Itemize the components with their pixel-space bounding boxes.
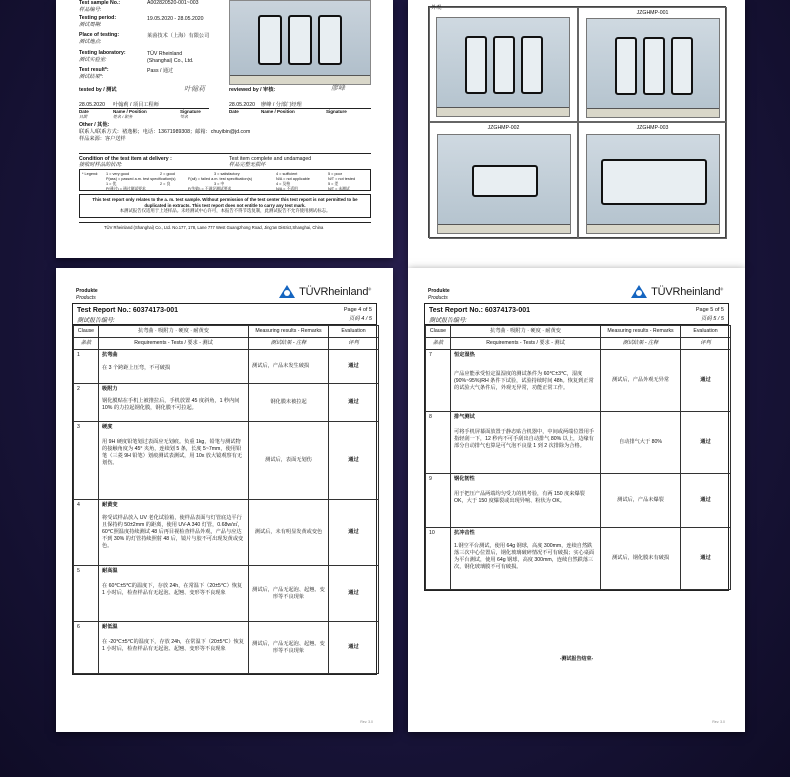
col-evaluation-cn: 评判 [329,338,379,350]
value: A002820520-001~003 [147,0,199,6]
products-label: Products [428,294,448,301]
value: Pass / 通过 [147,68,174,74]
row-name: 抗冲击性 [454,530,475,537]
condition-value: Test item complete and undamaged [229,156,312,162]
row-eval: 通过 [329,500,379,566]
photo-cell-001 [578,7,727,122]
row-eval: 通过 [329,384,379,422]
row-name: 硬度 [102,424,113,431]
row-no: 7 [426,350,451,412]
photo-overview [436,17,570,117]
legend-fail: F(ail) = failed a.m. test specification(s) [188,177,253,181]
legend-2: 2 = good [160,172,175,176]
value-2: (Shanghai) Co., Ltd. [147,57,194,64]
label-cn: 样品编号: [79,6,102,13]
legend-5: 5 = poor [328,172,343,176]
phone-film-3 [318,15,342,65]
table-row [74,500,379,566]
tested-by-label: tested by / 测试 [79,87,117,93]
legend-1: 1 = very good [106,172,130,176]
tested-date: 28.05.2020 [79,102,105,108]
photo-cell-003 [578,122,727,239]
row-desc: 在 60℃±5℃的温度下，存放 24h，在常温下（20±5℃）恢复 1 小时后，检查样品有无起泡、起翘、变形等不良现象 [102,583,243,597]
row-eval: 通过 [681,528,731,590]
row-eval: 通过 [329,350,379,384]
label: Test result*: [79,67,109,73]
photo-cell-left-top [429,7,578,122]
row-no: 1 [74,350,99,384]
row-name: 耐黄变 [102,502,118,509]
table-row [426,412,731,474]
legend-4: 4 = sufficient [276,172,298,176]
legend-cn-5: 5 = 差 [328,182,339,186]
legend-box [79,169,371,191]
table-row [74,566,379,622]
name-col-label-cn: 姓名 / 职务 [113,114,133,119]
row-result: 测试后，产品未爆裂 [601,474,681,528]
report-header [425,304,728,325]
film-a [465,36,487,94]
row-result: 测试后，产品外观无异常 [601,350,681,412]
col-title: 抗弯曲 · 吸附力 · 硬度 · 耐黄变 [99,326,249,338]
row-name: 耐高温 [102,568,118,575]
legend-cn-2: 2 = 良 [160,182,171,186]
date-col-label-cn: 日期 [79,114,87,119]
film-a [615,37,637,95]
photo-label-003: JZGHMP-003 [636,125,669,131]
row-result: 测试后，未有明显发黄或变色 [249,500,329,566]
row-result: 测试后，产品无起泡、起翘、变形等不良现象 [249,566,329,622]
phone-film-1 [258,15,282,65]
page-footer: Rev. 3.0 [360,720,373,724]
report-page-5-of-5 [408,268,745,732]
ruler [437,107,569,116]
row-result: 测试后，产品未发生破损 [249,350,329,384]
page-number-cn: 页码 5 / 5 [700,316,724,322]
sample-photo [229,0,371,85]
products-label: Products [76,294,96,301]
label: Testing laboratory: [79,50,126,56]
film-b [493,36,515,94]
appearance-label: 外观 [431,5,442,11]
label-cn: 测试结果*: [79,73,104,80]
requirements-table [425,325,731,590]
tuv-logo: TÜVRheinland® [279,285,371,298]
col-requirements: Requirements - Tests / 要求 - 测试 [451,338,601,350]
signature-right: 廖峰 [331,84,345,92]
brand-text: TÜVRheinland [651,285,721,298]
legend-title: * Legend: [82,172,99,176]
col-evaluation: Evaluation [681,326,731,338]
photo-001 [586,18,720,118]
row-desc: 可将手机屏幕面放置于静态贴合机器中，中间或两端位置用手指轻刮一下，12 秒内不可手刮出自动排气 80% 以上，边缘有部分自动排气也算是可气泡不良量 1 到 2 次排除为合格。 [454,429,595,450]
ruler [230,75,370,84]
name-col-label-right: Name / Position [261,109,295,114]
row-desc: 1.钢空平台测试，使用 64g 钢球，高度 300mm，连续自然跌落三次中心位置后，钢化玻璃破碎情况不可有破损；实心桌面为平台测试，使用 64g 钢球，高度 300mm，连续自然跌落三次，钢化玻璃膜不可有破损。 [454,543,595,571]
row-result: 自动排气大于 80% [601,412,681,474]
legend-na: N/A = not applicable [276,177,310,181]
photo-002 [437,134,571,234]
photo-grid [428,6,726,238]
table-row [426,528,731,590]
table-row [74,384,379,422]
legend-cn-4: 4 = 及格 [276,182,291,186]
ruler [438,224,570,233]
tuv-logo: TÜVRheinland® [631,285,723,298]
film-b [643,37,665,95]
report-page-4-of-5 [56,268,393,732]
row-desc: 将受试样品放入 UV 老化试验箱，使样品表面与灯管底边平行且保持约 50±2mm 的距离，使用 UV-A 340 灯管，0.68w/㎡，60℃照温度持续测试 48 后再目视检查样品外观，产品与应达不到 30% 的灯管持续照射 48 后，镜片与胶不可出现发黄或变色。 [102,515,244,550]
value: 莱茵技术（上海）有限公司 [147,33,210,39]
photo-label-002: JZGHMP-002 [487,125,520,131]
other-contact: 联系人/联系方式：褚逸彬；电话：13671989308；邮箱：chuyibin@jd.com [79,129,251,135]
col-evaluation: Evaluation [329,326,379,338]
row-no: 5 [74,566,99,622]
row-desc: 钢化膜贴在手机上被推拉后，手机放置 45 度斜角，1 秒内间 10% 的力拉起钢化膜，钢化膜不可拉起。 [102,398,240,412]
disclaimer-box [79,194,371,218]
report-number-cn: 测试报告编号: [77,318,115,324]
report-table-box [424,303,729,591]
row-no: 10 [426,528,451,590]
table-row [74,622,379,674]
reviewed-name: 廖峰 / 分部门经理 [261,102,302,108]
legend-cn-1: 1 = 优 [106,182,117,186]
tuv-triangle-icon [279,285,295,298]
date-col-label-right: Date [229,109,239,114]
value: TÜV Rheinland [147,51,183,57]
reviewed-date: 28.05.2020 [229,102,255,108]
col-measuring-cn: 测试结果 - 注释 [601,338,681,350]
reviewed-by-label: reviewed by / 审核: [229,87,276,93]
table-row [74,350,379,384]
row-result: 测试后，钢化膜未有破损 [601,528,681,590]
table-row [426,350,731,412]
report-number: Test Report No.: 60374173-001 [429,307,531,314]
other-source: 样品来源：客户送样 [79,136,126,142]
table-row [74,422,379,500]
col-requirements: Requirements - Tests / 要求 - 测试 [99,338,249,350]
col-clause: Clause [426,326,451,338]
row-name: 抗弯曲 [102,352,118,359]
row-name: 排气测试 [454,414,475,421]
row-no: 3 [74,422,99,500]
row-eval: 通过 [681,350,731,412]
row-eval: 通过 [329,622,379,674]
col-measuring-cn: 测试结果 - 注释 [249,338,329,350]
report-page-2-photos [408,0,745,268]
value: 19.05.2020 - 28.05.2020 [147,16,204,22]
page-number-cn: 页码 4 / 5 [348,316,372,322]
col-measuring: Measuring results - Remarks [249,326,329,338]
lab-address: TÜV Rheinland (Shanghai) Co., Ltd. No.177, 178, Lane 777 West Guangzhong Road, Jing'an District,Shanghai, China [104,225,324,230]
row-no: 4 [74,500,99,566]
signature-col-label-cn: 签名 [180,114,188,119]
film-landscape-wide [601,159,707,205]
address-line [79,222,371,223]
sig-line-right [229,108,371,109]
row-desc: 用 9H 硬度铅笔划过表面应无划痕。负重 1kg，铅笔与测试物的接触角度为 45° 夹角，连续划 5 条，长度 5~7mm，使用铅笔（三菱 9H 铅笔）划痕测试表测试，用 10x 放大镜观察有无划伤。 [102,439,243,467]
report-end-marker: -测试报告结束- [559,656,594,662]
brand-text: TÜVRheinland [299,285,369,298]
condition-value-cn: 样品完整无损坏 [229,162,266,168]
disclaimer-text: This test report only relates to the a. m. test sample. Without permission of the test center this test report is not permitted to be duplicated in extracts. This test report does not entitle to carry any test mark. [92,197,358,208]
report-header [73,304,376,325]
row-no: 6 [74,622,99,674]
row-result: 钢化膜未被拉起 [249,384,329,422]
page-number: Page 4 of 5 [343,307,372,313]
label: Test sample No.: [79,0,121,6]
produkte-label: Produkte [76,288,98,294]
label-cn: 测试地点: [79,38,102,45]
col-title: 抗弯曲 · 吸附力 · 硬度 · 耐黄变 [451,326,601,338]
col-clause-cn: 条款 [426,338,451,350]
row-name: 耐低温 [102,624,118,631]
condition-top-line [79,153,371,154]
legend-cn-3: 3 = 中 [214,182,225,186]
report-page-1 [56,0,393,258]
row-name: 钢化韧性 [454,476,475,483]
report-table-box [72,303,377,675]
products-header [76,288,98,301]
page-footer: Rev. 3.0 [712,720,725,724]
row-desc: 在 -20℃±5℃的温度下，存放 24h，在常温下（20±5℃）恢复 1 小时后，检查样品有无起泡、起翘、变形等不良现象 [102,639,244,653]
legend-cn-pass: P(通过) = 通过测试要求 [106,186,146,191]
phone-film-2 [288,15,312,65]
label-cn: 测试周期: [79,21,102,28]
col-clause-cn: 条款 [74,338,99,350]
ruler [587,224,719,233]
row-eval: 通过 [681,412,731,474]
row-no: 8 [426,412,451,474]
legend-pass: P(ass) = passed a.m. test specification(s) [106,177,176,181]
produkte-label: Produkte [428,288,450,294]
row-eval: 通过 [329,566,379,622]
date-col-label: Date [79,109,89,114]
requirements-table [73,325,379,674]
ruler [587,108,719,117]
photo-cell-002 [429,122,578,239]
tuv-triangle-icon [631,285,647,298]
row-eval: 通过 [681,474,731,528]
disclaimer-text-cn: 本测试报告仅适用于上述样品。未经测试中心许可，本报告不得节选复制，此测试报告不允许使用测试标志。 [119,208,331,214]
products-header [428,288,450,301]
table-row [426,474,731,528]
row-no: 2 [74,384,99,422]
name-col-label: Name / Position [113,109,147,114]
label: Place of testing: [79,32,120,38]
label-cn: 测试实验室: [79,56,107,63]
page-number: Page 5 of 5 [695,307,724,313]
row-eval: 通过 [329,422,379,500]
signature-col-label: Signature [180,109,201,114]
row-result: 测试后，表面无划伤 [249,422,329,500]
signature-left: 叶翰莉 [184,85,205,93]
legend-3: 3 = satisfactory [214,172,240,176]
report-number: Test Report No.: 60374173-001 [77,307,179,314]
label: Testing period: [79,15,117,21]
col-measuring: Measuring results - Remarks [601,326,681,338]
row-desc: 在 3 个跨距上压弯，不可破损 [102,365,171,372]
row-name: 吸附力 [102,386,118,393]
other-title: Other / 其他: [79,122,110,128]
row-result: 测试后，产品无起泡、起翘、变形等不良现象 [249,622,329,674]
condition-label: Condition of the test item at delivery : [79,156,172,162]
signature-col-label-right: Signature [326,109,347,114]
row-desc: 用于把压产品两端均匀受力的机考验，有两 150 度来爆裂 OK，大于 150 度爆裂或出现异响、粉状为 OK。 [454,491,585,505]
legend-cn-fail: F(失败) = 不满足测试要求 [188,186,232,191]
tested-name: 叶翰莉 / 项目工程师 [113,102,159,108]
photo-003 [586,134,720,234]
col-clause: Clause [74,326,99,338]
row-desc: 产品应能承受恒定温湿度的测试条件为 60℃±3℃，湿度(90%~95%)RH 条件下试验，试验持续时间 48h。恢复到正常的试验大气条件后，外观无异常，功能正常工作。 [454,371,594,392]
report-number-cn: 测试报告编号: [429,318,467,324]
legend-cn-na: N/A = 不适用 [276,186,298,191]
film-c [671,37,693,95]
legend-cn-nt: N/T = 未测试 [328,186,350,191]
legend-nt: N/T = not tested [328,177,356,181]
row-name: 恒定湿热 [454,352,475,359]
row-no: 9 [426,474,451,528]
film-c [521,36,543,94]
film-landscape [472,165,538,197]
photo-label-001: JZGHMP-001 [636,10,669,16]
col-evaluation-cn: 评判 [681,338,731,350]
condition-label-cn: 接收时样品的状况: [79,162,122,168]
